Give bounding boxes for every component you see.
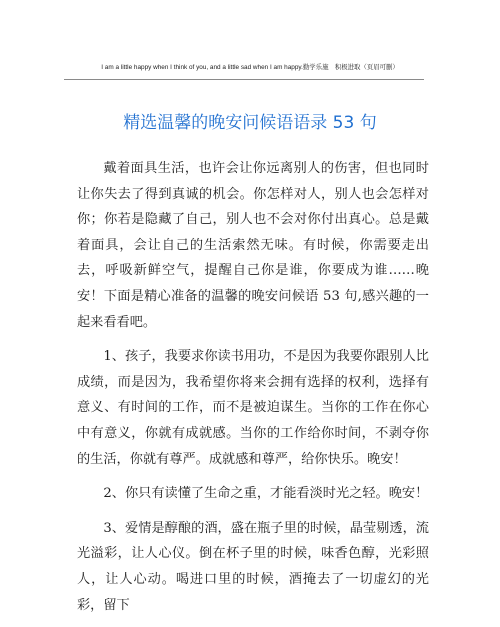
document-title: 精选温馨的晚安问候语语录 53 句	[123, 113, 377, 134]
page-header-tagline: I am a little happy when I think of you, and a little sad when I am happy.勤学乐施 积极进取（页眉可删）	[101, 64, 399, 71]
header-divider	[64, 79, 424, 80]
document-body	[77, 156, 429, 627]
quote-paragraph-2: 2、你只有读懂了生命之重，才能看淡时光之轻。晚安！	[103, 486, 429, 502]
quote-paragraph-1: 1、孩子，我要求你读书用功，不是因为我要你跟别人比成绩，而是因为，我希望你将来会拥有选择的权利，选择有意义、有时间的工作，而不是被迫谋生。当你的工作在你心中有意义，你就有成就感。当你的工作给你时间，不剥夺你的生活，你就有尊严。成就感和尊严，给你快乐。晚安！	[77, 349, 429, 467]
quote-paragraph-3: 3、爱情是醇酿的酒，盛在瓶子里的时候，晶莹剔透，流光溢彩，让人心仪。倒在杯子里的时候，味香色醇，光彩照人，让人心动。喝进口里的时候，酒掩去了一切虚幻的光彩，留下	[77, 520, 429, 613]
intro-paragraph: 戴着面具生活，也许会让你远离别人的伤害，但也同时让你失去了得到真诚的机会。你怎样对人，别人也会怎样对你；你若是隐藏了自己，别人也不会对你付出真心。总是戴着面具，会让自己的生活索然无味。有时候，你需要走出去，呼吸新鲜空气，提醒自己你是谁，你要成为谁……晚安！下面是精心准备的温馨的晚安问候语 53 句,感兴趣的一起来看看吧。	[77, 161, 429, 330]
